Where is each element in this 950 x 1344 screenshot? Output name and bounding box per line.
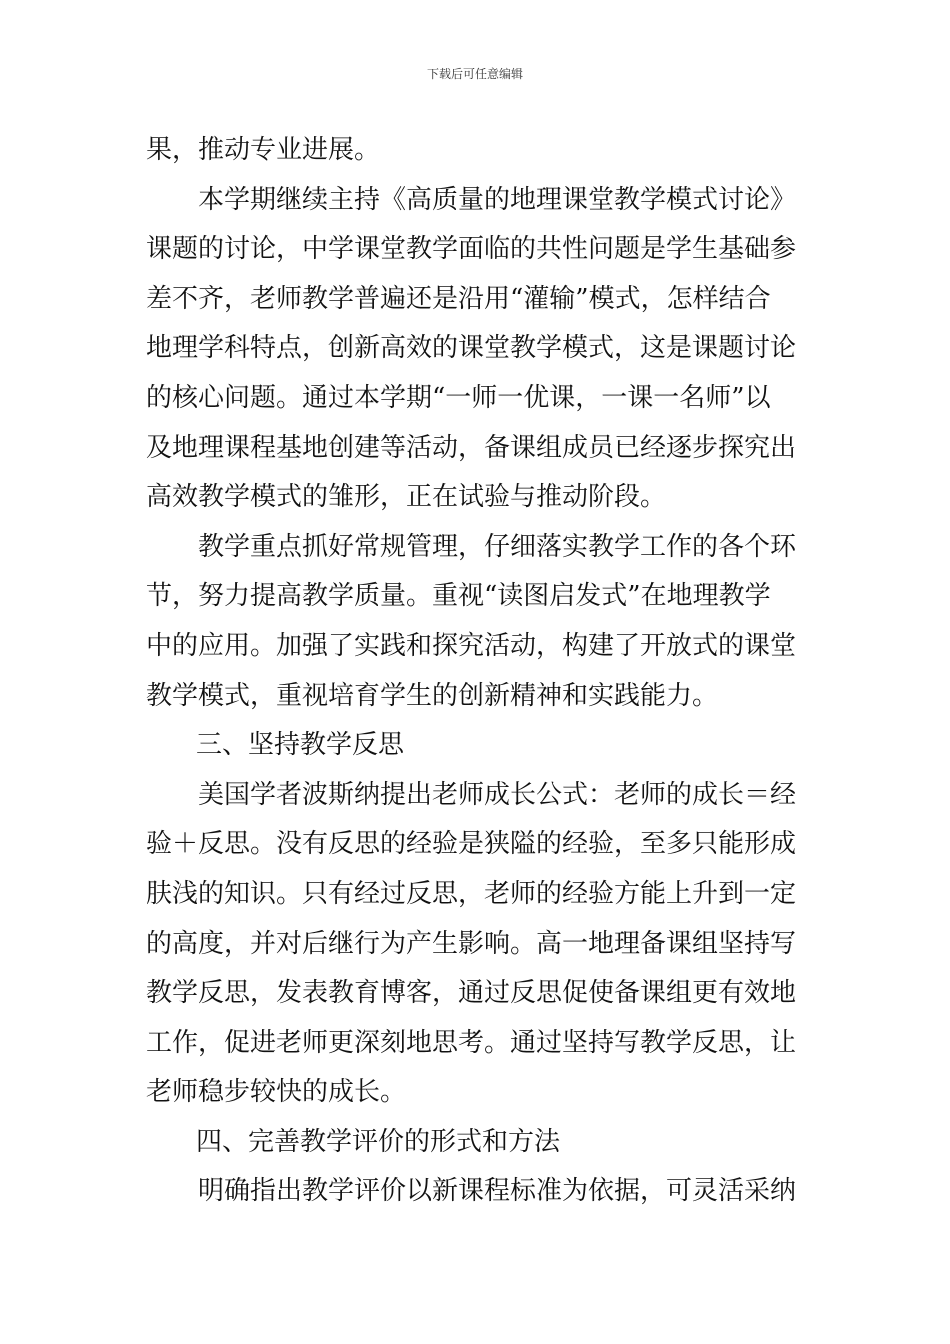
text-line-5: 地理学科特点，创新高效的课堂教学模式，这是课题讨论 <box>146 333 797 364</box>
text-line-18: 教学反思，发表教育博客，通过反思促使备课组更有效地 <box>146 978 797 1009</box>
text-line-7: 及地理课程基地创建等活动，备课组成员已经逐步探究出 <box>146 432 797 463</box>
text-line-14: 美国学者波斯纳提出老师成长公式：老师的成长＝经 <box>198 779 797 810</box>
section-heading-3: 三、坚持教学反思 <box>196 730 405 761</box>
text-line-12: 教学模式，重视培育学生的创新精神和实践能力。 <box>146 680 719 711</box>
text-line-3: 课题的讨论，中学课堂教学面临的共性问题是学生基础参 <box>146 234 797 265</box>
section-heading-4: 四、完善教学评价的形式和方法 <box>196 1126 561 1157</box>
text-line-20: 老师稳步较快的成长。 <box>146 1077 407 1108</box>
text-line-1: 果，推动专业进展。 <box>146 135 381 165</box>
document-body <box>146 126 811 1217</box>
text-line-2: 本学期继续主持《高质量的地理课堂教学模式讨论》 <box>198 184 797 215</box>
text-line-22: 明确指出教学评价以新课程标准为依据，可灵活采纳 <box>198 1176 797 1207</box>
text-line-19: 工作，促进老师更深刻地思考。通过坚持写教学反思，让 <box>146 1027 797 1058</box>
text-line-15: 验＋反思。没有反思的经验是狭隘的经验，至多只能形成 <box>146 829 797 860</box>
text-line-4: 差不齐，老师教学普遍还是沿用“灌输”模式，怎样结合 <box>146 283 771 314</box>
text-line-8: 高效教学模式的雏形，正在试验与推动阶段。 <box>146 482 667 513</box>
text-line-9: 教学重点抓好常规管理，仔细落实教学工作的各个环 <box>198 531 797 562</box>
text-line-10: 节，努力提高教学质量。重视“读图启发式”在地理教学 <box>146 581 771 612</box>
text-line-11: 中的应用。加强了实践和探究活动，构建了开放式的课堂 <box>146 630 797 661</box>
text-line-6: 的核心问题。通过本学期“一师一优课，一课一名师”以 <box>146 382 771 413</box>
page-header: 下载后可任意编辑 <box>426 67 523 81</box>
text-line-16: 肤浅的知识。只有经过反思，老师的经验方能上升到一定 <box>146 878 797 909</box>
text-line-17: 的高度，并对后继行为产生影响。高一地理备课组坚持写 <box>146 928 797 959</box>
